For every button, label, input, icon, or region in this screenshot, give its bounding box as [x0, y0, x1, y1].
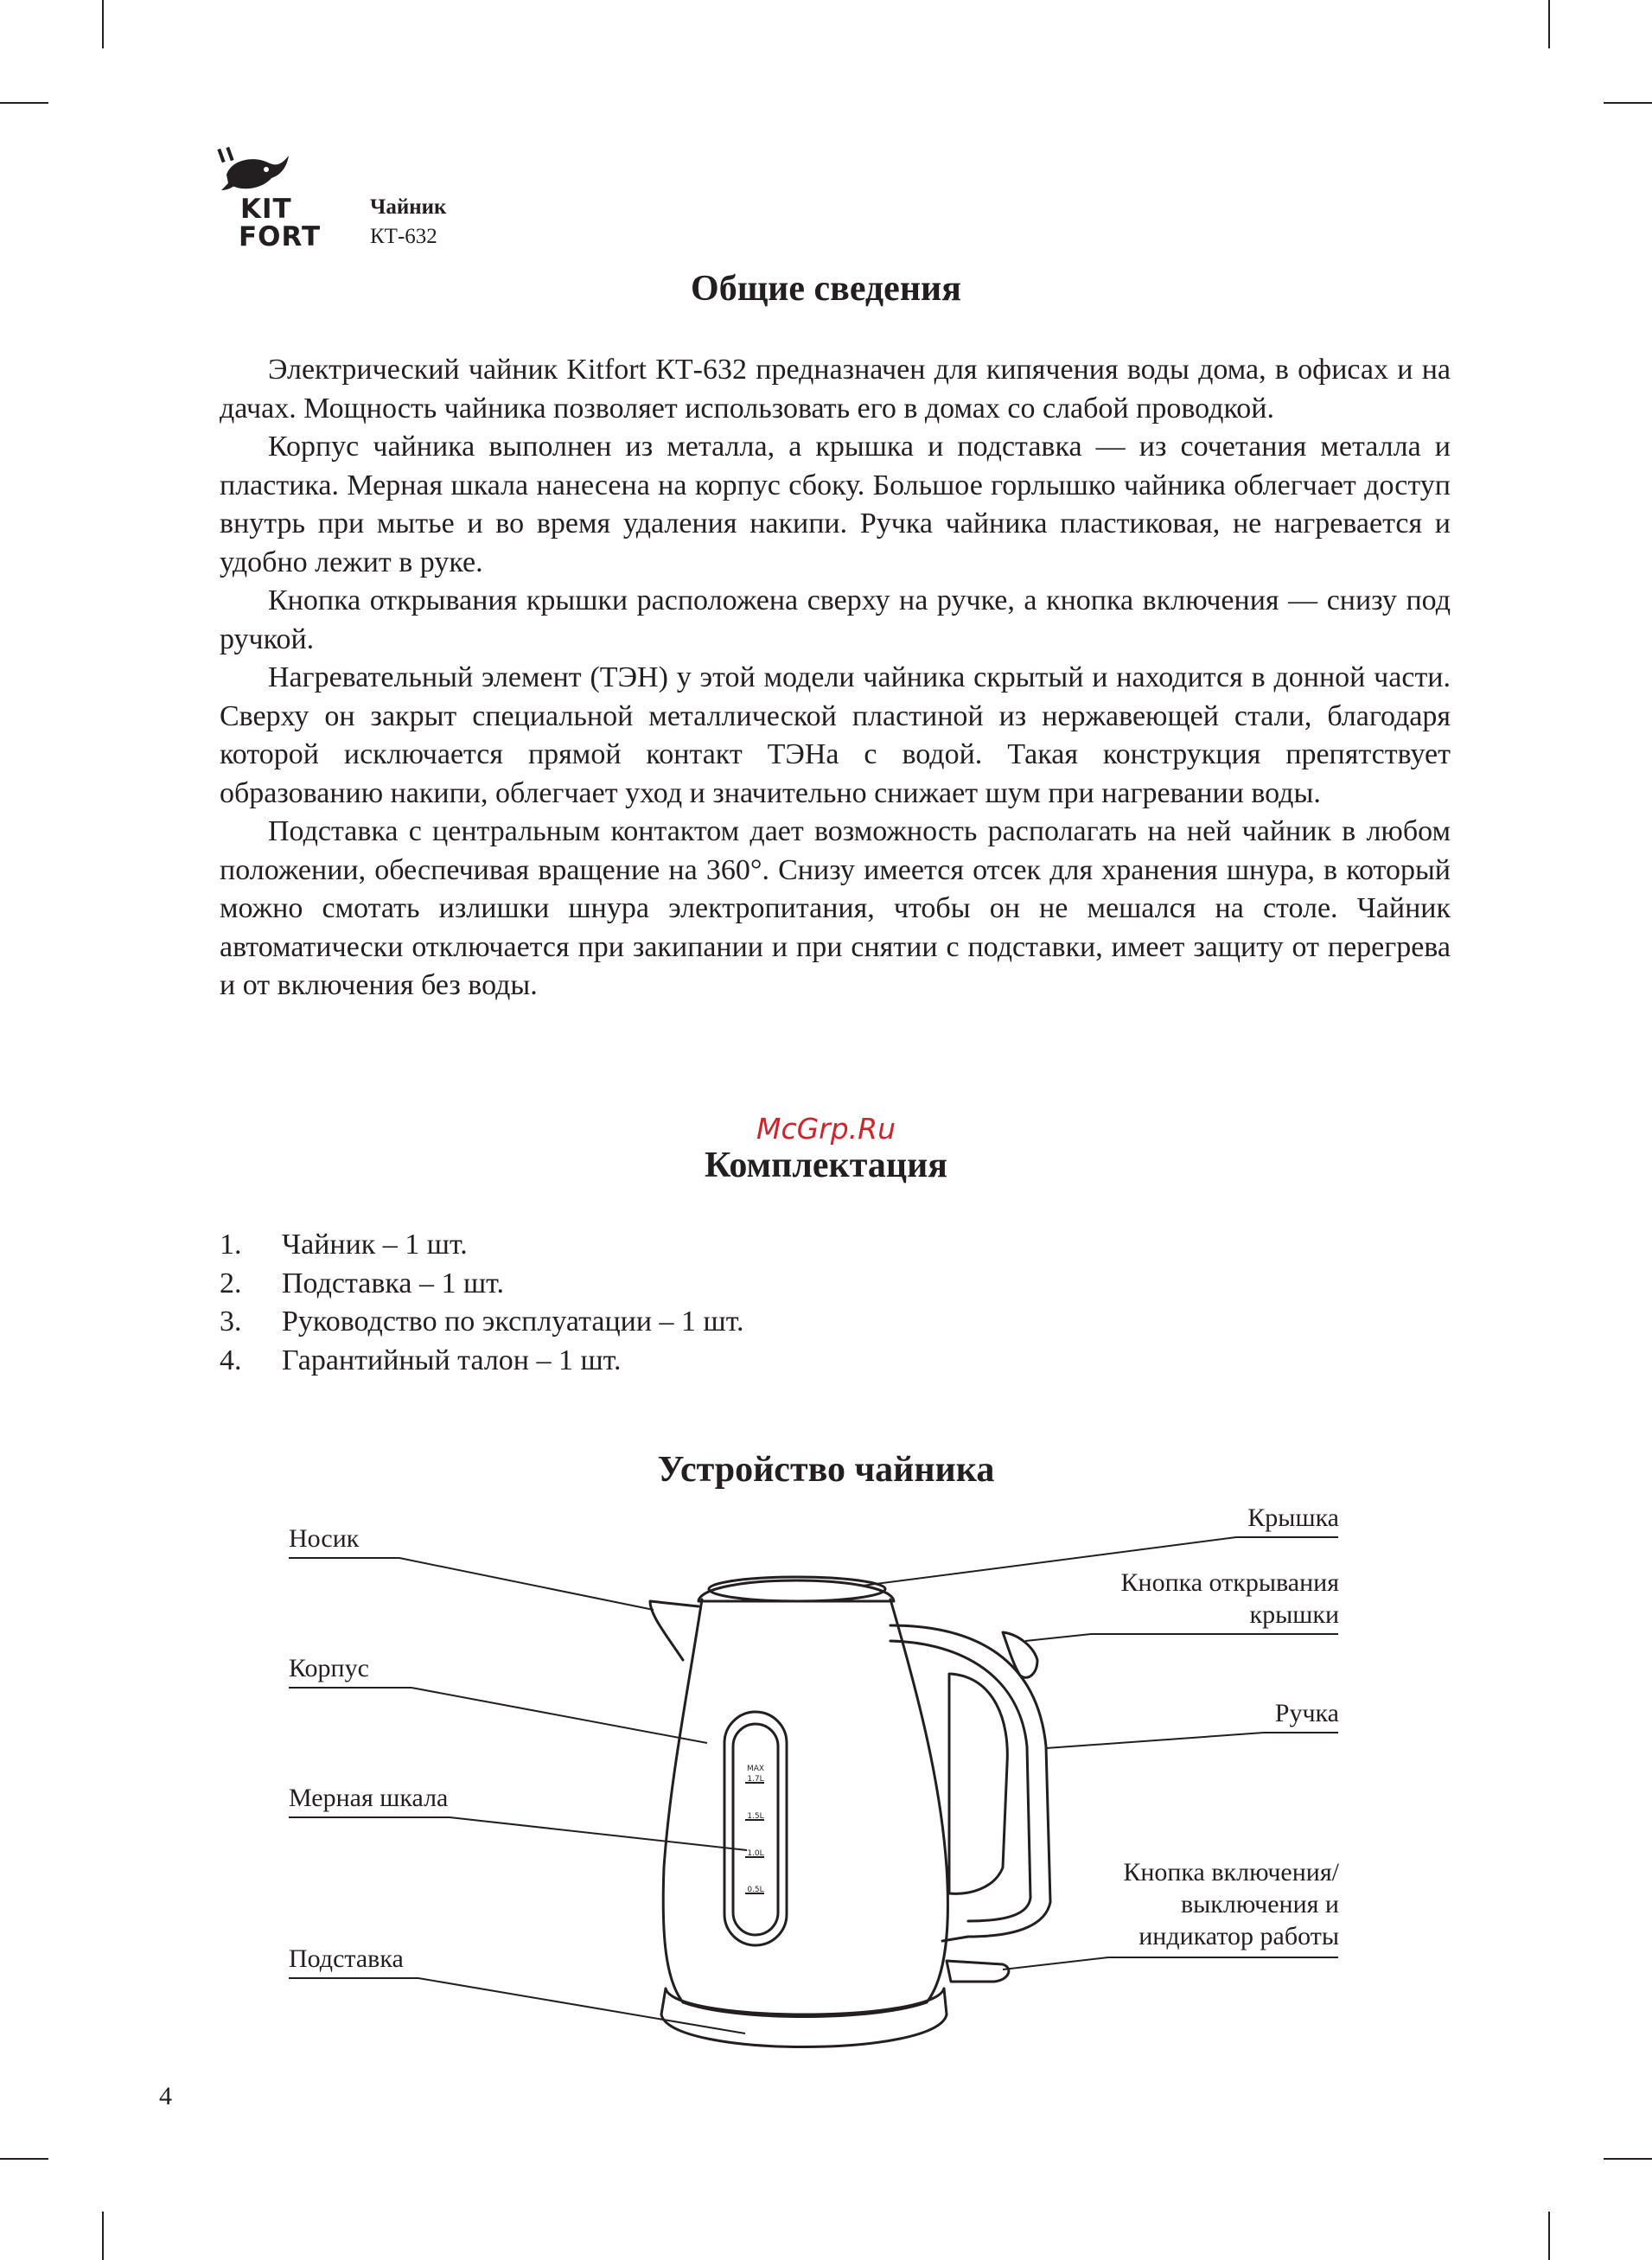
- kit-list: [220, 1226, 744, 1380]
- device-title: Устройство чайника: [657, 1450, 995, 1490]
- brand-logo: [214, 145, 328, 254]
- kettle-drawing: [0, 1487, 1652, 2075]
- label-line: Кнопка открывания: [1120, 1568, 1339, 1597]
- label-lid: Крышка: [1247, 1503, 1339, 1532]
- list-item: [220, 1265, 744, 1304]
- list-number: 1.: [220, 1229, 242, 1261]
- body-right: [890, 1599, 947, 2002]
- label-power: [1123, 1856, 1339, 1952]
- label-line: Кнопка включения/: [1123, 1858, 1339, 1887]
- label-line: выключения и: [1180, 1890, 1339, 1918]
- handle-outline-inner: [890, 1641, 1030, 1921]
- crop-mark: [1548, 2212, 1550, 2260]
- list-number: 2.: [220, 1267, 242, 1299]
- scale-label: 1.7L: [747, 1775, 764, 1784]
- crop-mark: [0, 102, 48, 104]
- list-item: [220, 1226, 744, 1265]
- base-sides: [661, 1989, 947, 2014]
- scale-label: 1.5L: [747, 1812, 764, 1821]
- crop-mark: [102, 2212, 104, 2260]
- paragraph: Нагревательный элемент (ТЭН) у этой модели чайника скрытый и находится в донной части. Сверху он закрыт специальной металлической пластиной из нержавеющей стали, благодаря которой исключается прямой контакт ТЭНа с водой. Такая конструкция препятствует образованию накипи, облегчает уход и значительно снижает шум при нагревании воды.: [220, 661, 1451, 809]
- kettle-diagram: [0, 1487, 1652, 2075]
- brand-line-2: FORT: [239, 221, 322, 252]
- base-bottom: [661, 2014, 947, 2047]
- label-line: индикатор работы: [1139, 1922, 1339, 1950]
- list-item: [220, 1342, 744, 1381]
- list-text: Руководство по эксплуатации – 1 шт.: [282, 1306, 744, 1337]
- general-title: Общие сведения: [691, 269, 961, 309]
- scale-label: 0.5L: [747, 1886, 764, 1894]
- crop-mark: [1604, 102, 1652, 104]
- base-top: [666, 1989, 944, 2014]
- brand-wordmark: [240, 195, 321, 251]
- crop-mark: [0, 2158, 48, 2160]
- scale-label: MAX: [746, 1765, 765, 1773]
- paragraph: Корпус чайника выполнен из металла, а крышка и подставка — из сочетания металла и пластика. Мерная шкала нанесена на корпус сбоку. Большое горлышко чайника облегчает доступ внутрь при мытье и во время удаления накипи. Ручка чайника пластиковая, не нагревается и удобно лежит в руке.: [220, 431, 1451, 578]
- spout: [650, 1601, 698, 1660]
- crop-mark: [102, 0, 104, 48]
- general-text: [220, 351, 1451, 1006]
- page-number: 4: [159, 2082, 172, 2110]
- crop-mark: [1548, 0, 1550, 48]
- handle-grip: [949, 1674, 1007, 1893]
- brand-line-1: KIT: [240, 194, 292, 225]
- paragraph: Электрический чайник Kitfort КТ-632 предназначен для кипячения воды дома, в офисах и на дачах. Мощность чайника позволяет использовать его в домах со слабой проводкой.: [220, 354, 1451, 425]
- label-handle: Ручка: [1274, 1699, 1339, 1727]
- label-scale: Мерная шкала: [289, 1784, 449, 1812]
- label-body: Корпус: [289, 1654, 369, 1682]
- handle-outline: [890, 1625, 1050, 1941]
- power-switch: [947, 1961, 1009, 1982]
- water-window-inner: [733, 1724, 778, 1935]
- label-spout: Носик: [289, 1524, 360, 1553]
- list-text: Гарантийный талон – 1 шт.: [282, 1344, 622, 1376]
- label-line: крышки: [1249, 1600, 1339, 1629]
- list-text: Чайник – 1 шт.: [282, 1229, 468, 1261]
- list-number: 4.: [220, 1344, 242, 1376]
- scale-label: 1.0L: [747, 1849, 764, 1858]
- label-base: Подставка: [289, 1944, 404, 1973]
- paragraph: Подставка с центральным контактом дает возможность располагать на ней чайник в любом положении, обеспечивая вращение на 360°. Снизу имеется отсек для хранения шнура, в который можно смотать излишки шнура электропитания, чтобы он не мешался на столе. Чайник автоматически отключается при закипании и при снятии с подставки, имеет защиту от перегрева и от включения без воды.: [220, 815, 1451, 1001]
- paragraph: Кнопка открывания крышки расположена сверху на ручке, а кнопка включения — снизу под ручкой.: [220, 584, 1451, 655]
- watermark: McGrp.Ru: [756, 1112, 896, 1146]
- label-lid-button: [1121, 1567, 1340, 1631]
- crop-mark: [1604, 2158, 1652, 2160]
- list-text: Подставка – 1 шт.: [282, 1267, 504, 1299]
- kit-title: Комплектация: [704, 1146, 948, 1185]
- lid-button: [1003, 1632, 1037, 1677]
- list-item: [220, 1303, 744, 1342]
- header-model: КТ-632: [370, 225, 437, 248]
- list-number: 3.: [220, 1306, 242, 1337]
- header-product: Чайник: [370, 195, 447, 219]
- fish-plug-icon: [214, 145, 292, 197]
- scale-lines: [745, 1783, 764, 1893]
